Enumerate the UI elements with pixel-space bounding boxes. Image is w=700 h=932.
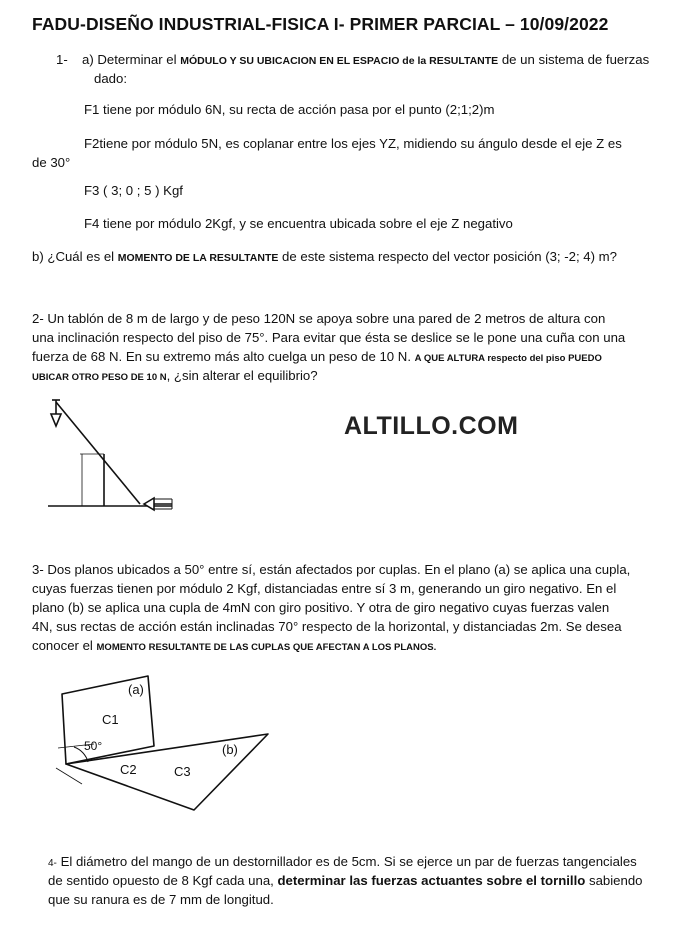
q4-line2-pre: de sentido opuesto de 8 Kgf cada una, — [48, 873, 278, 888]
q1-part-b — [32, 247, 617, 268]
q2-line3-bold: A QUE ALTURA respecto del piso PUEDO — [414, 353, 602, 364]
q4-line2-bold: determinar las fuerzas actuantes sobre el tornillo — [277, 873, 586, 888]
label-c3: C3 — [174, 764, 191, 779]
q4-number: 4- — [48, 858, 57, 869]
q1-a-post: de un sistema de fuerzas — [498, 52, 650, 67]
q3-line2: cuyas fuerzas tienen por módulo 2 Kgf, distanciadas entre sí 3 m, generando un giro negativo. En el — [32, 581, 617, 596]
q2-line1: 2- Un tablón de 8 m de largo y de peso 120N se apoya sobre una pared de 2 metros de altura con — [32, 311, 606, 326]
wedge-arrow-head — [144, 498, 154, 510]
plank-diagram — [40, 392, 180, 517]
q3-line5-pre: conocer el — [32, 638, 97, 653]
planes-diagram — [50, 672, 290, 817]
q3-line5-bold: MOMENTO RESULTANTE DE LAS CUPLAS QUE AFECTAN A LOS PLANOS. — [96, 642, 437, 653]
q2-line3 — [32, 347, 602, 368]
q4-line3: que su ranura es de 7 mm de longitud. — [48, 892, 274, 907]
q1-part-a — [82, 50, 649, 71]
label-c2: C2 — [120, 762, 137, 777]
q1-a-pre: a) Determinar el — [82, 52, 181, 67]
q1-b-post: de este sistema respecto del vector posición (3; -2; 4) m? — [278, 249, 618, 264]
q3-line1: 3- Dos planos ubicados a 50° entre sí, están afectados por cuplas. En el plano (a) se aplica una cupla, — [32, 562, 631, 577]
label-angle: 50° — [84, 739, 103, 753]
q4-line2 — [48, 871, 643, 890]
q2-line4-bold: UBICAR OTRO PESO DE 10 N — [32, 372, 167, 383]
q1-number: 1- — [56, 52, 68, 67]
weight-arrow-head — [51, 414, 61, 426]
q3-line5 — [32, 636, 436, 657]
label-b: (b) — [222, 742, 238, 757]
q2-line4-post: , ¿sin alterar el equilibrio? — [166, 368, 318, 383]
plank-line — [56, 402, 140, 504]
q4-line1 — [48, 852, 637, 873]
label-a: (a) — [128, 682, 144, 697]
q2-line3-pre: fuerza de 68 N. En su extremo más alto cuelga un peso de 10 N. — [32, 349, 415, 364]
q4-line1-text: El diámetro del mango de un destornillador es de 5cm. Si se ejerce un par de fuerzas tangenciales — [56, 854, 637, 869]
q1-f2-line1: F2tiene por módulo 5N, es coplanar entre los ejes YZ, midiendo su ángulo desde el eje Z es — [84, 136, 622, 151]
q1-a-line2: dado: — [94, 71, 128, 86]
q3-line3: plano (b) se aplica una cupla de 4mN con giro positivo. Y otra de giro negativo cuyas fuerzas valen — [32, 600, 610, 615]
q2-line4 — [32, 366, 318, 387]
q1-b-pre: b) ¿Cuál es el — [32, 249, 118, 264]
label-c1: C1 — [102, 712, 119, 727]
q1-b-bold: MOMENTO DE LA RESULTANTE — [117, 252, 279, 264]
q2-line2: una inclinación respecto del piso de 75°. Para evitar que ésta se deslice se le pone una cuña con una — [32, 330, 626, 345]
q1-f2-line2: de 30° — [32, 155, 71, 170]
q3-line4: 4N, sus rectas de acción están inclinadas 70° respecto de la horizontal, y distanciadas 2m. Se desea — [32, 619, 622, 634]
page-title: FADU-DISEÑO INDUSTRIAL-FISICA I- PRIMER PARCIAL – 10/09/2022 — [32, 14, 609, 34]
q1-f4: F4 tiene por módulo 2Kgf, y se encuentra ubicada sobre el eje Z negativo — [84, 216, 513, 231]
watermark: ALTILLO.COM — [344, 412, 519, 440]
q4-line2-post: sabiendo — [585, 873, 643, 888]
q1-f1: F1 tiene por módulo 6N, su recta de acción pasa por el punto (2;1;2)m — [84, 102, 495, 117]
q1-a-bold: MÓDULO Y SU UBICACION EN EL ESPACIO de la RESULTANTE — [180, 55, 499, 67]
q1-f3: F3 ( 3; 0 ; 5 ) Kgf — [84, 183, 183, 198]
